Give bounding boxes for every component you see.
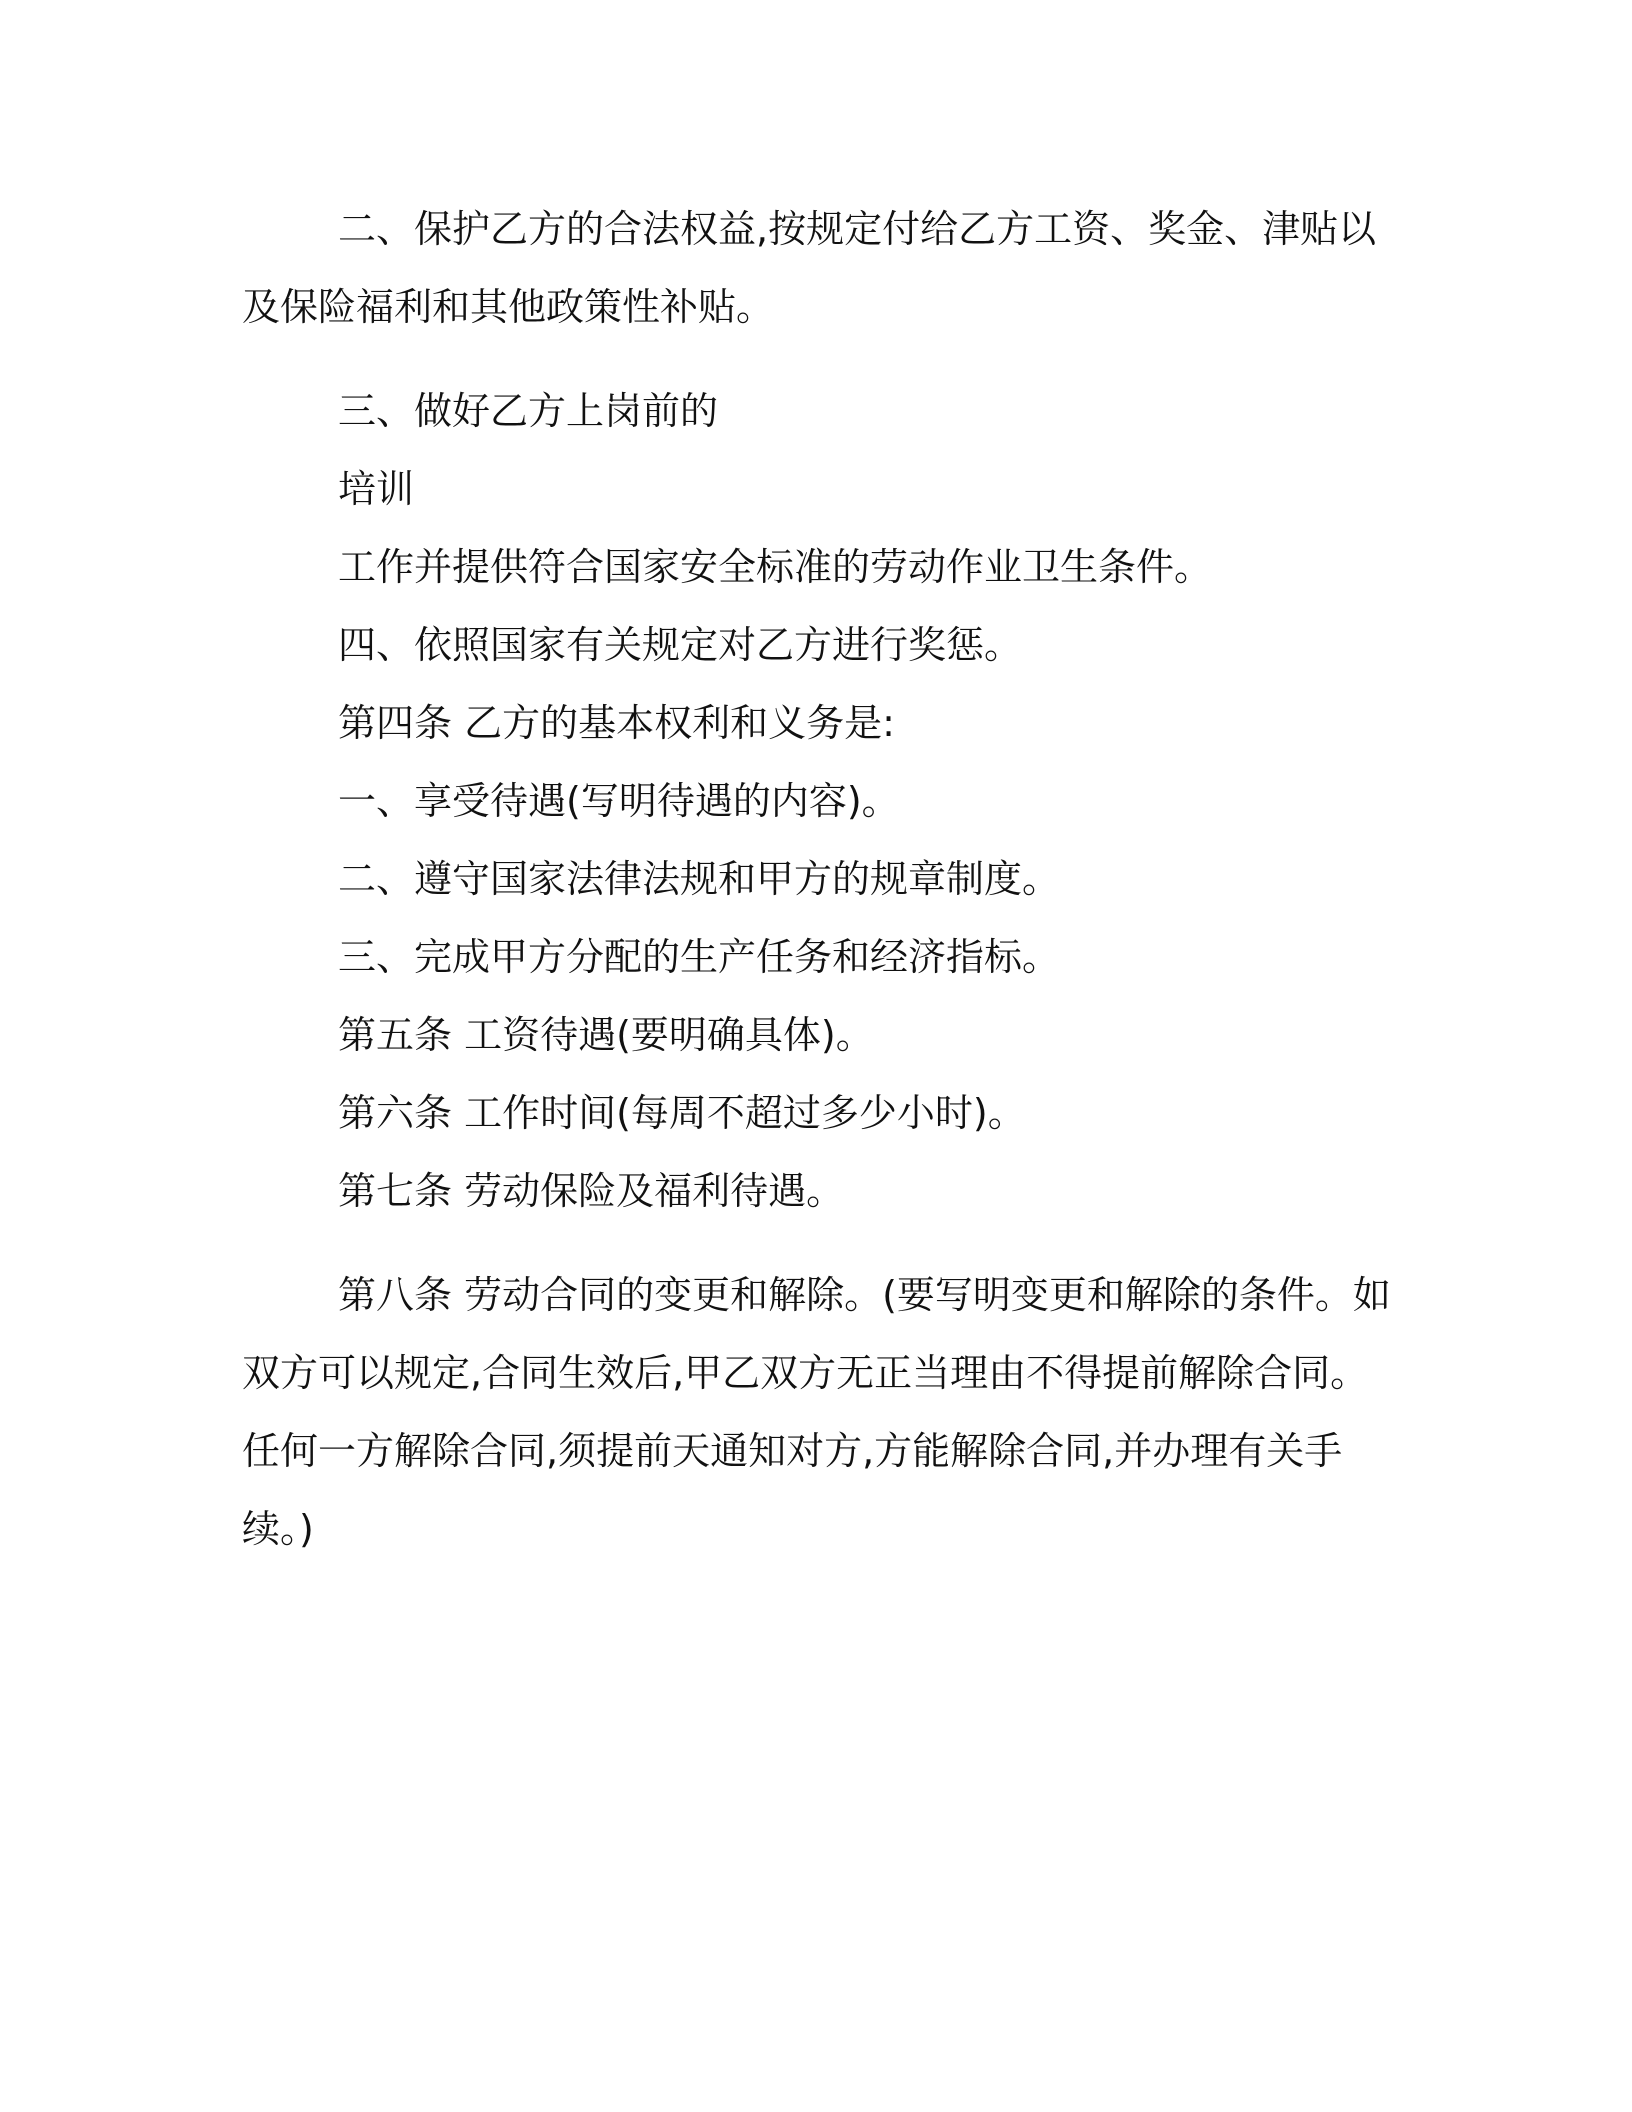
paragraph-item-2-comply: 二、遵守国家法律法规和甲方的规章制度。	[338, 857, 1061, 901]
paragraph-article-6-hours: 第六条 工作时间(每周不超过多少小时)。	[338, 1091, 1026, 1135]
paragraph-work-conditions: 工作并提供符合国家安全标准的劳动作业卫生条件。	[338, 545, 1213, 589]
paragraph-gap	[242, 1230, 1392, 1256]
paragraph-article-5-wages: 第五条 工资待遇(要明确具体)。	[338, 1013, 874, 1057]
paragraph-clause-2-protect-rights: 二、保护乙方的合法权益,按规定付给乙方工资、奖金、津贴以及保险福利和其他政策性补贴。	[242, 207, 1377, 329]
paragraph-clause-4-rewards: 四、依照国家有关规定对乙方进行奖惩。	[338, 623, 1023, 667]
paragraph-article-4-heading: 第四条 乙方的基本权利和义务是:	[338, 701, 895, 745]
paragraph-article-8-termination: 第八条 劳动合同的变更和解除。(要写明变更和解除的条件。如双方可以规定,合同生效后,甲乙双方无正当理由不得提前解除合同。任何一方解除合同,须提前天通知对方,方能解除合同,并办理有关手续。)	[242, 1273, 1391, 1551]
paragraph-gap	[242, 346, 1392, 372]
paragraph-item-1-benefits: 一、享受待遇(写明待遇的内容)。	[338, 779, 900, 823]
paragraph-clause-3-training-start: 三、做好乙方上岗前的	[338, 389, 719, 433]
paragraph-item-3-tasks: 三、完成甲方分配的生产任务和经济指标。	[338, 935, 1061, 979]
document-body	[242, 190, 1392, 1568]
paragraph-article-7-insurance: 第七条 劳动保险及福利待遇。	[338, 1169, 845, 1213]
paragraph-training: 培训	[338, 467, 415, 511]
